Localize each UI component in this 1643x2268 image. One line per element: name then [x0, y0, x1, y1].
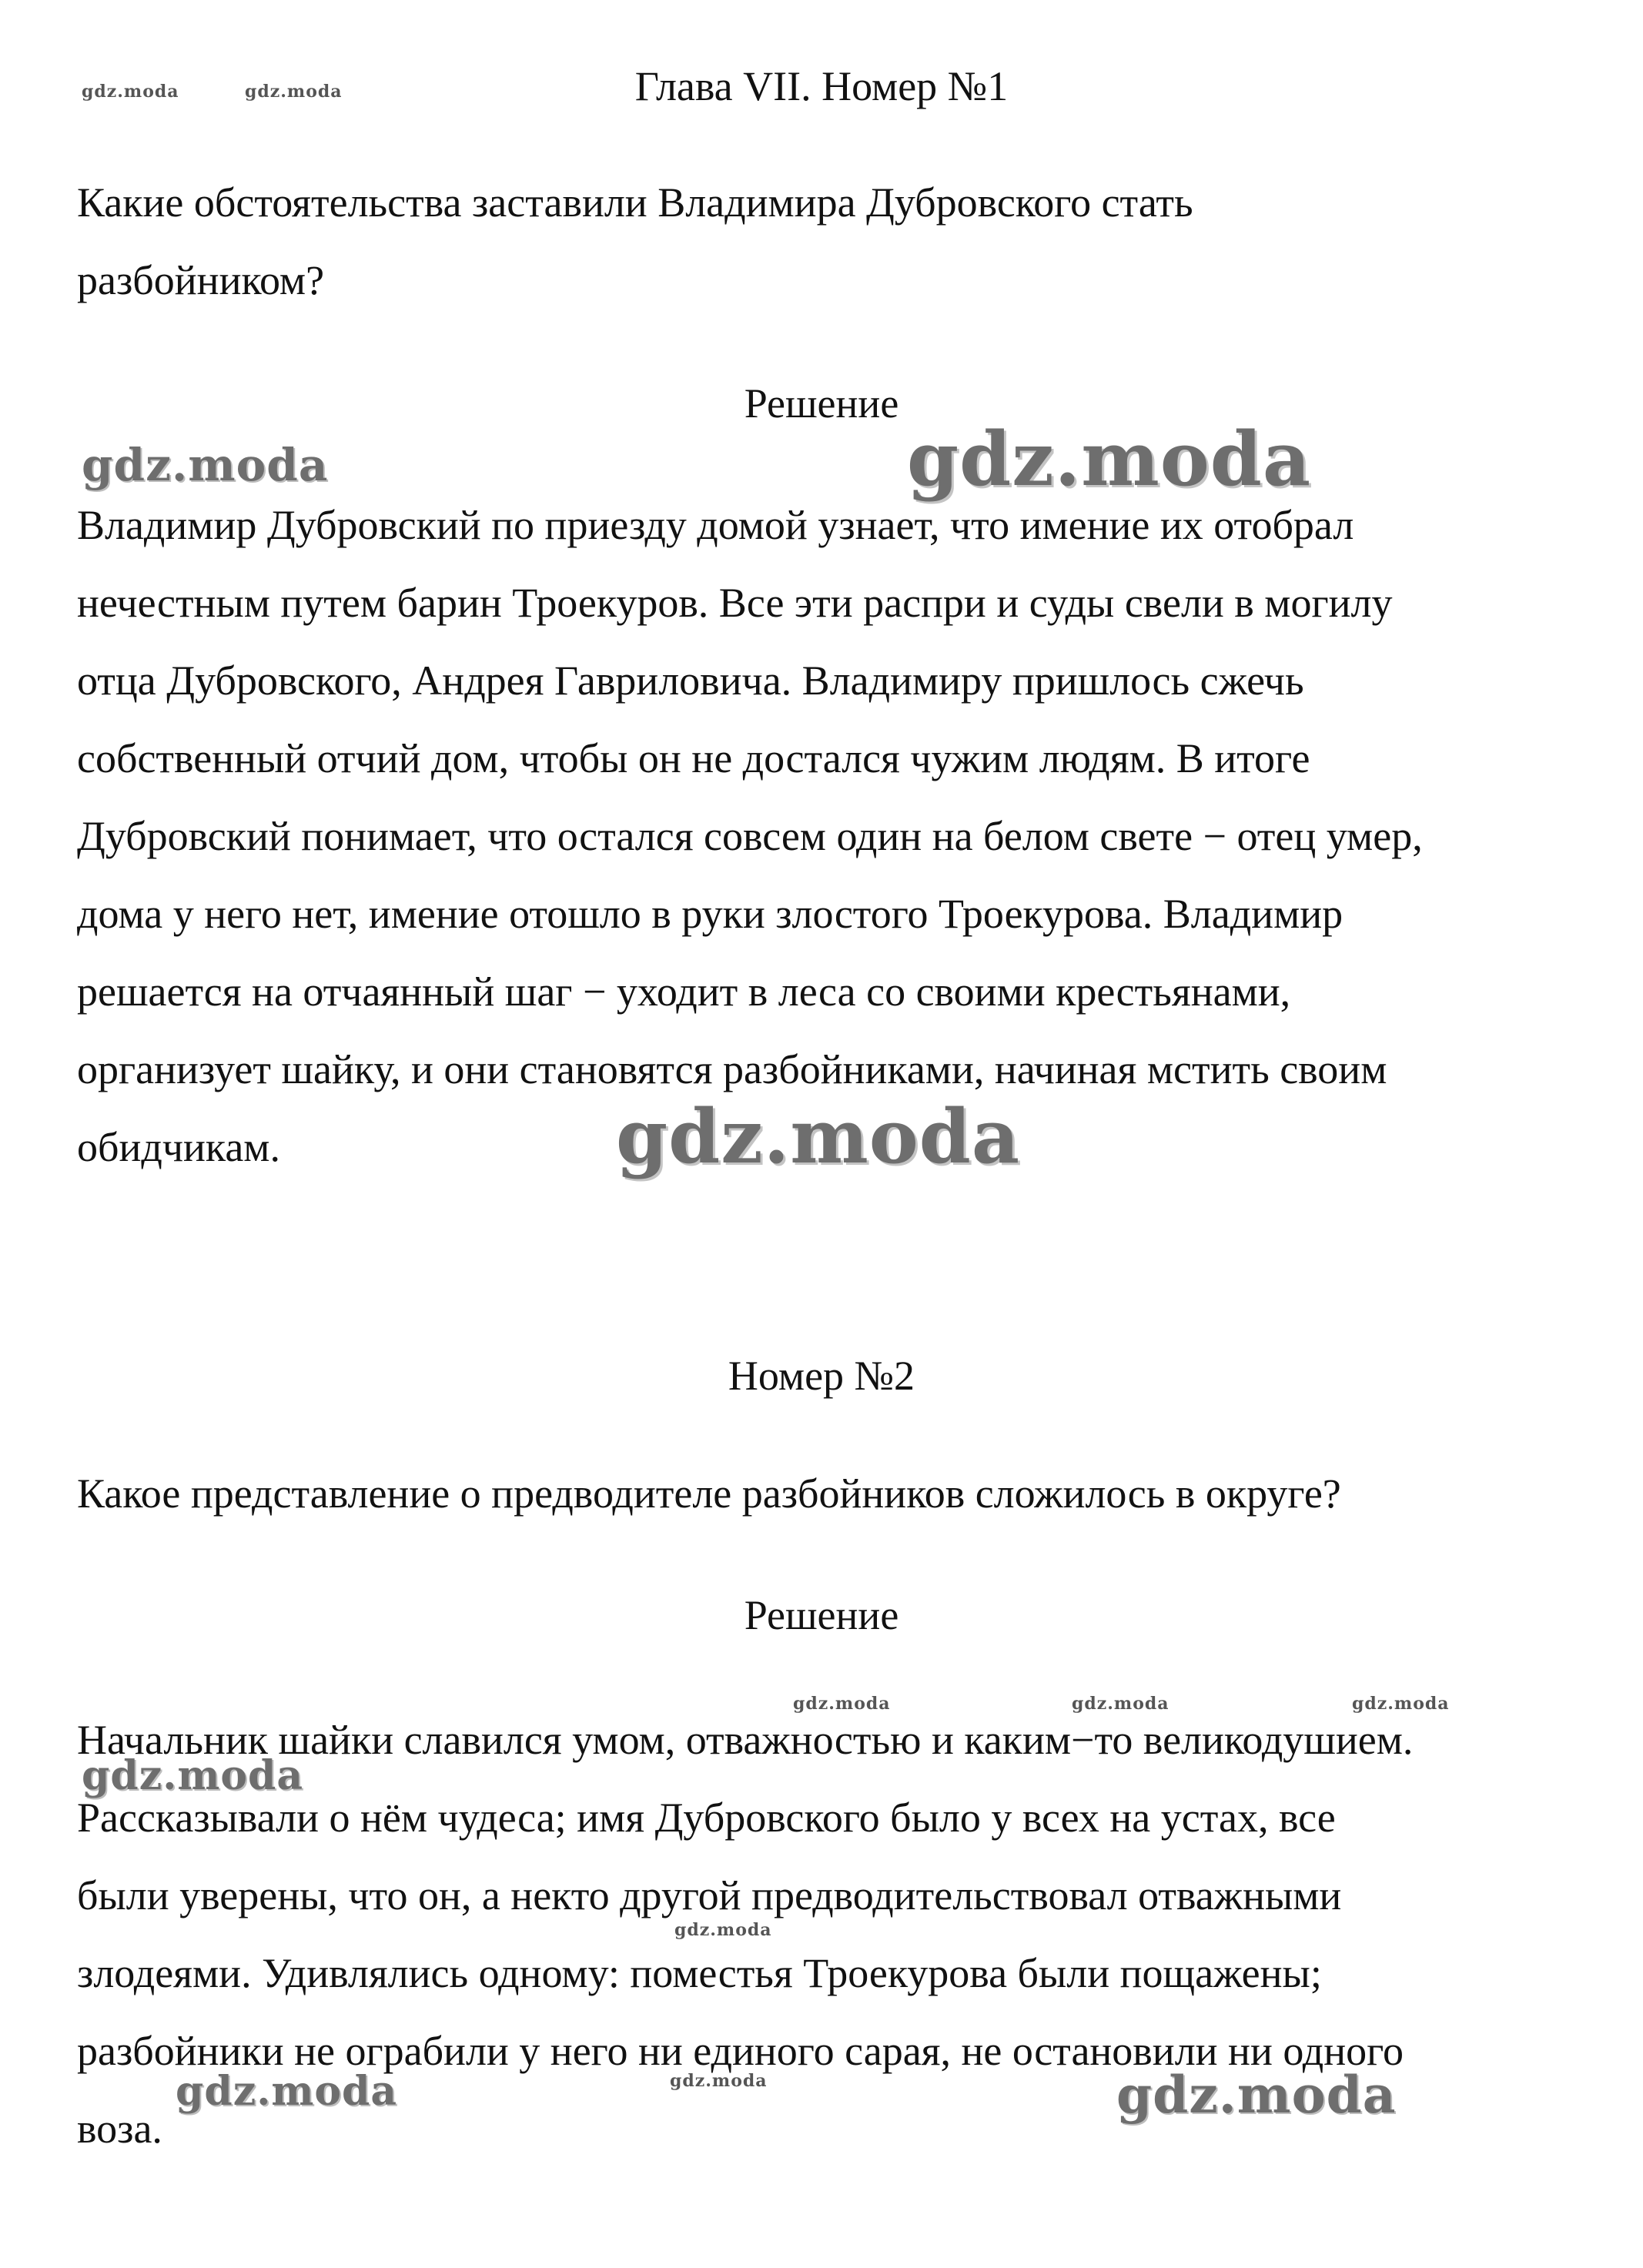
watermark-logo: gdz.moda: [907, 416, 1312, 503]
answer-line: нечестным путем барин Троекуров. Все эти распри и суды свели в могилу: [77, 580, 1393, 626]
answer-line: Рассказывали о нём чудеса; имя Дубровского было у всех на устах, все: [77, 1795, 1336, 1841]
watermark-logo: gdz.moda: [176, 2068, 398, 2115]
watermark-logo: gdz.moda: [82, 439, 329, 491]
answer-line: собственный отчий дом, чтобы он не достался чужим людям. В итоге: [77, 735, 1310, 781]
watermark-logo: gdz.moda: [245, 82, 343, 102]
watermark-logo: gdz.moda: [1116, 2065, 1397, 2125]
answer-line: решается на отчаянный шаг − уходит в леса со своими крестьянами,: [77, 968, 1291, 1015]
answer-line: злодеями. Удивлялись одному: поместья Троекурова были пощажены;: [77, 1950, 1322, 1996]
watermark-logo: gdz.moda: [82, 1752, 304, 1799]
watermark-logo: gdz.moda: [793, 1694, 891, 1714]
watermark-logo: gdz.moda: [616, 1093, 1021, 1180]
watermark-logo: gdz.moda: [82, 82, 179, 102]
task2-question: [77, 1455, 1586, 1533]
question-line: разбойником?: [77, 257, 325, 303]
task1-question: [77, 164, 1586, 319]
answer-line: Дубровский понимает, что остался совсем один на белом свете − отец умер,: [77, 813, 1423, 859]
question-line: Какое представление о предводителе разбойников сложилось в округе?: [77, 1470, 1341, 1517]
chapter-title: Глава VII. Номер №1: [634, 63, 1009, 109]
answer-line: обидчикам.: [77, 1124, 280, 1170]
answer-line: Владимир Дубровский по приезду домой узнает, что имение их отобрал: [77, 502, 1354, 548]
watermark-logo: gdz.moda: [1072, 1694, 1170, 1714]
answer-line: отца Дубровского, Андрея Гавриловича. Владимиру пришлось сжечь: [77, 657, 1304, 704]
answer-line: дома у него нет, имение отошло в руки злостого Троекурова. Владимир: [77, 891, 1344, 937]
solution-label: Решение: [744, 1592, 899, 1638]
answer-line: разбойники не ограбили у него ни единого сарая, не остановили ни одного: [77, 2028, 1404, 2074]
watermark-logo: gdz.moda: [674, 1920, 772, 1940]
task2-title: Номер №2: [728, 1353, 915, 1399]
answer-line: были уверены, что он, а некто другой предводительствовал отважными: [77, 1872, 1342, 1918]
answer-line: организует шайку, и они становятся разбойниками, начиная мстить своим: [77, 1046, 1387, 1092]
task1-answer: [77, 487, 1586, 1186]
watermark-logo: gdz.moda: [670, 2071, 768, 2091]
watermark-logo: gdz.moda: [1352, 1694, 1450, 1714]
solution-label: Решение: [744, 380, 899, 427]
answer-line: воза.: [77, 2106, 162, 2152]
question-line: Какие обстоятельства заставили Владимира Дубровского стать: [77, 179, 1193, 226]
answer-line: Начальник шайки славился умом, отважностью и каким−то великодушием.: [77, 1717, 1414, 1763]
